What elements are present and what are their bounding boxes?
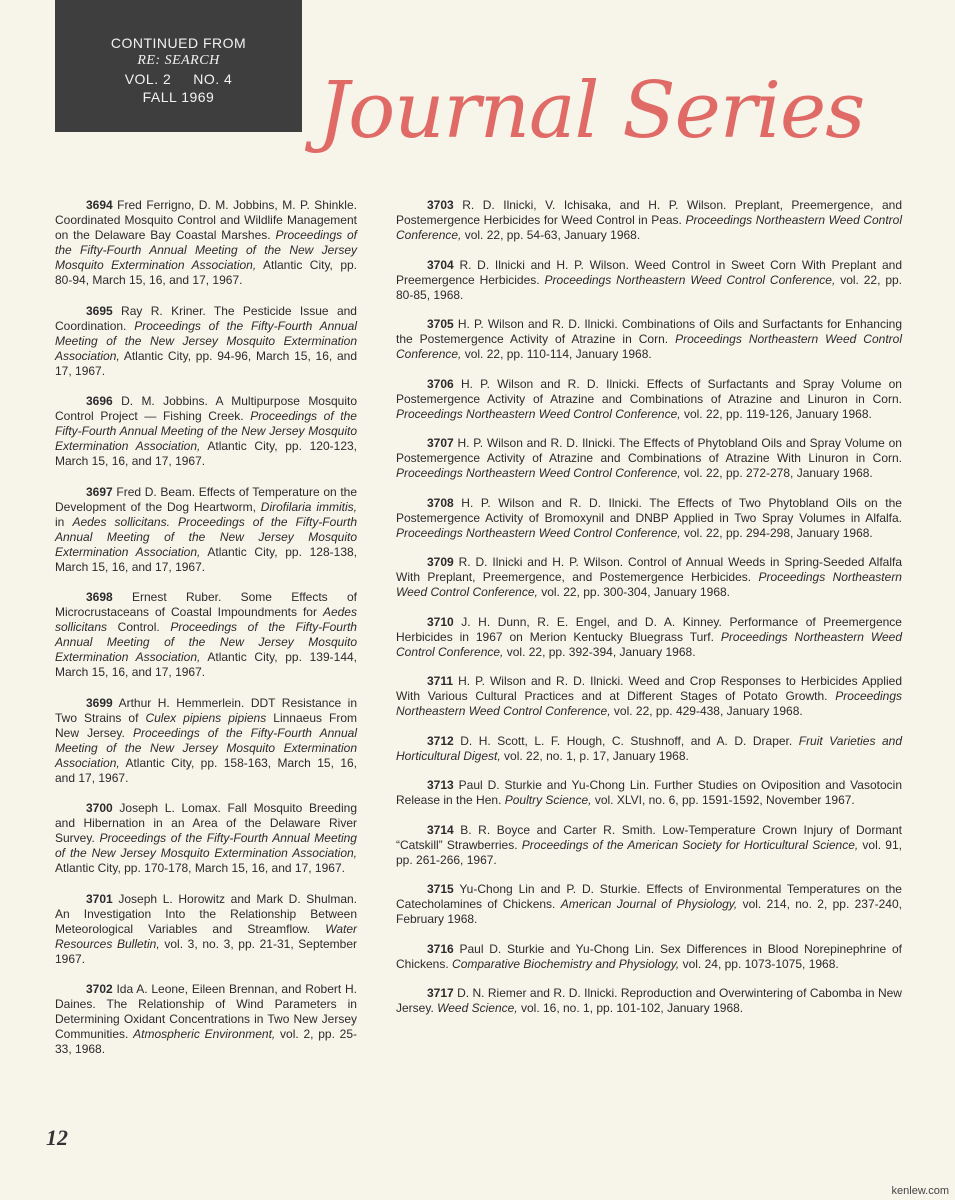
entry-3710	[396, 615, 902, 660]
entry-source: Proceedings of the Fifty-Fourth Annual Meeting of the New Jersey Mosquito Extermination Association,	[55, 228, 357, 272]
entry-details: vol. 16, no. 1, pp. 101-102, January 1968.	[520, 1001, 744, 1015]
entry-source: Proceedings of the Fifty-Fourth Annual Meeting of the New Jersey Mosquito Extermination Association,	[55, 409, 357, 453]
entry-authors: Ernest Ruber.	[131, 590, 222, 604]
entry-authors: Fred D. Beam.	[116, 484, 196, 499]
entry-authors: H. P. Wilson and R. D. Ilnicki.	[460, 376, 640, 391]
entry-number: 3709	[427, 555, 454, 569]
entry-details: vol. 22, pp. 54-63, January 1968.	[464, 228, 641, 242]
entry-details: vol. 91, pp. 261-266, 1967.	[396, 837, 902, 867]
entry-number: 3705	[427, 317, 454, 331]
entry-number: 3694	[86, 198, 113, 212]
entry-details: vol. 214, no. 2, pp. 237-240, February 1968.	[396, 897, 902, 926]
entry-title-species: Culex pipiens pipiens	[145, 710, 267, 725]
entry-title-connector: in	[55, 514, 65, 529]
entry-source: Proceedings Northeastern Weed Control Conference,	[396, 629, 902, 659]
entry-number: 3704	[427, 257, 454, 272]
entry-number: 3707	[427, 436, 454, 450]
entry-source: Proceedings of the Fifty-Fourth Annual Meeting of the New Jersey Mosquito Extermination Association,	[55, 620, 357, 664]
entry-number: 3697	[86, 484, 113, 499]
entry-details: Atlantic City, pp. 120-123, March 15, 16, and 17, 1967.	[55, 439, 357, 468]
right-column	[396, 198, 902, 1031]
entry-3706	[396, 377, 902, 422]
entry-title-end: Control.	[117, 620, 160, 634]
entry-details: vol. 2, pp. 25-33, 1968.	[55, 1027, 358, 1056]
entry-source: Proceedings Northeastern Weed Control Conference,	[396, 332, 902, 361]
entry-authors: Paul D. Sturkie and Yu-Chong Lin.	[459, 941, 655, 956]
page-title: Journal Series	[318, 66, 865, 156]
entry-3702	[55, 982, 357, 1057]
entry-number: 3708	[427, 495, 454, 510]
entry-number: 3714	[427, 822, 454, 837]
entry-title: The Effects of Two Phytobland Oils on the Postemergence Activity of Bromoxynil and DNBP Applied in Two Spray Volumes in Alfalfa.	[396, 495, 902, 525]
entry-title: The Relationship of Wind Parameters in Determining Oxidant Concentrations in Two New Jersey Communities.	[55, 997, 357, 1041]
entry-authors: Yu-Chong Lin and P. D. Sturkie.	[459, 882, 641, 896]
entry-number: 3703	[427, 198, 454, 212]
entry-title: Preplant, Preemergence, and Postemergence Herbicides for Weed Control in Peas.	[396, 198, 902, 227]
entry-authors: Paul D. Sturkie and Yu-Chong Lin.	[458, 778, 650, 792]
header-line-continued: CONTINUED FROM	[110, 35, 247, 51]
entry-title: Coordinated Mosquito Control and Wildlife Management on the Delaware Bay Coastal Marshes.	[55, 213, 357, 242]
entry-3707	[396, 436, 902, 481]
entry-authors: H. P. Wilson and R. D. Ilnicki.	[458, 674, 624, 688]
entry-3713	[396, 778, 902, 808]
entry-authors: R. D. Ilnicki and H. P. Wilson.	[459, 257, 629, 272]
entry-title: A Multipurpose Mosquito Control Project — Fishing Creek.	[55, 394, 358, 423]
entry-authors: Joseph L. Horowitz and Mark D. Shulman.	[118, 891, 357, 906]
entry-title: The Pesticide Issue and Coordination.	[55, 303, 357, 333]
entry-title: Combinations of Oils and Surfactants for Enhancing the Postemergence Activity of Atrazine in Corn.	[396, 317, 902, 346]
entry-source: Proceedings Northeastern Weed Control Conference,	[396, 525, 681, 540]
entry-details: vol. 22, no. 1, p. 17, January 1968.	[504, 748, 689, 763]
entry-authors: H. P. Wilson and R. D. Ilnicki.	[457, 317, 618, 331]
entry-details: Atlantic City, pp. 158-163, March 15, 16, and 17, 1967.	[55, 755, 357, 785]
entry-number: 3698	[86, 590, 113, 604]
entry-authors: Joseph L. Lomax.	[119, 801, 221, 815]
entry-title: Weed Control in Sweet Corn With Preplant and Preemergence Herbicides.	[396, 257, 902, 287]
entry-details: Atlantic City, pp. 128-138, March 15, 16, and 17, 1967.	[55, 544, 357, 574]
entry-details: Atlantic City, pp. 80-94, March 15, 16, and 17, 1967.	[55, 258, 358, 287]
entry-authors: B. R. Boyce and Carter R. Smith.	[460, 822, 656, 837]
entry-number: 3702	[86, 982, 113, 996]
entry-3715	[396, 882, 902, 927]
page-number: 12	[46, 1125, 68, 1150]
entry-details: Atlantic City, pp. 139-144, March 15, 16, and 17, 1967.	[55, 650, 357, 679]
entry-title: Control of Annual Weeds in Spring-Seeded Alfalfa With Preplant, Preemergence, and Postemergence Herbicides.	[396, 555, 902, 584]
entry-source: Atmospheric Environment,	[133, 1027, 276, 1041]
entry-3699	[55, 696, 357, 786]
entry-3709	[396, 555, 902, 600]
header-line-volume: VOL. 2 NO. 4	[124, 71, 233, 87]
entry-authors: J. H. Dunn, R. E. Engel, and D. A. Kinney.	[461, 614, 722, 629]
entry-details: vol. 22, pp. 80-85, 1968.	[396, 272, 902, 302]
entry-source: Proceedings Northeastern Weed Control Conference,	[396, 406, 681, 421]
entry-title: Sex Differences in Blood Norepinephrine of Chickens.	[396, 941, 902, 971]
entry-number: 3701	[86, 891, 113, 906]
entry-source: Fruit Varieties and Horticultural Digest,	[396, 733, 902, 763]
entry-authors: D. N. Riemer and R. D. Ilnicki.	[457, 986, 618, 1000]
entry-source: Proceedings of the Fifty-Fourth Annual Meeting of the New Jersey Mosquito Extermination Association,	[55, 725, 357, 770]
entry-3698	[55, 590, 357, 680]
entry-details: vol. 22, pp. 110-114, January 1968.	[464, 347, 652, 361]
entry-authors: H. P. Wilson and R. D. Ilnicki.	[457, 436, 616, 450]
entry-title-end: Linnaeus From New Jersey.	[55, 710, 358, 740]
entry-source: American Journal of Physiology,	[560, 897, 738, 911]
entry-number: 3716	[427, 941, 454, 956]
entry-authors: R. D. Ilnicki, V. Ichisaka, and H. P. Wilson.	[462, 198, 727, 212]
entry-source: Proceedings of the Fifty-Fourth Annual Meeting of the New Jersey Mosquito Extermination Association,	[55, 514, 357, 559]
entry-authors: Fred Ferrigno, D. M. Jobbins, M. P. Shinkle.	[117, 198, 357, 212]
entry-title: Performance of Preemergence Herbicides in 1967 on Merion Kentucky Bluegrass Turf.	[396, 614, 902, 644]
entry-authors: Ray R. Kriner.	[121, 303, 206, 318]
entry-3695	[55, 304, 357, 379]
entry-source: Proceedings Northeastern Weed Control Conference,	[396, 570, 902, 599]
entry-details: vol. 22, pp. 300-304, January 1968.	[541, 585, 731, 599]
entry-authors: Ida A. Leone, Eileen Brennan, and Robert H. Daines.	[55, 982, 357, 1011]
entry-number: 3717	[427, 986, 454, 1000]
entry-authors: H. P. Wilson and R. D. Ilnicki.	[461, 495, 642, 510]
watermark: kenlew.com	[891, 1185, 949, 1197]
entry-title-species: Dirofilaria immitis,	[260, 499, 357, 514]
entry-3701	[55, 892, 357, 967]
entry-title: Effects of Temperature on the Development of the Dog Heartworm,	[55, 484, 357, 514]
entry-number: 3711	[427, 674, 454, 688]
entry-title: Fall Mosquito Breeding and Hibernation in an Area of the Delaware River Survey.	[55, 801, 357, 845]
entry-details: Atlantic City, pp. 94-96, March 15, 16, and 17, 1967.	[55, 348, 358, 378]
entry-3704	[396, 258, 902, 303]
entry-title: Further Studies on Oviposition and Vasotocin Release in the Hen.	[396, 778, 902, 807]
entry-authors: D. M. Jobbins.	[121, 394, 208, 408]
entry-3705	[396, 317, 902, 362]
entry-title: Low-Temperature Crown Injury of Dormant “Catskill” Strawberries.	[396, 822, 902, 852]
entry-details: vol. 22, pp. 119-126, January 1968.	[683, 406, 872, 421]
entry-title-species: Aedes sollicitans	[55, 605, 357, 634]
entry-source: Weed Science,	[437, 1001, 518, 1015]
entry-source: Poultry Science,	[504, 793, 592, 807]
entry-details: vol. 22, pp. 429-438, January 1968.	[613, 704, 803, 718]
entry-3708	[396, 496, 902, 541]
entry-number: 3712	[427, 733, 454, 748]
entry-title: Reproduction and Overwintering of Cabomba in New Jersey.	[396, 986, 902, 1015]
entry-details: Atlantic City, pp. 170-178, March 15, 16, and 17, 1967.	[55, 861, 345, 875]
entry-source: Comparative Biochemistry and Physiology,	[452, 956, 680, 971]
continued-from-box	[55, 0, 302, 132]
entry-3696	[55, 394, 357, 469]
entry-title: DDT Resistance in Two Strains of	[55, 695, 357, 725]
entry-number: 3715	[427, 882, 454, 896]
entry-title-species: Aedes sollicitans.	[72, 514, 170, 529]
entry-number: 3695	[86, 303, 113, 318]
entry-number: 3710	[427, 614, 454, 629]
entry-authors: D. H. Scott, L. F. Hough, C. Stushnoff, and A. D. Draper.	[460, 733, 793, 748]
entry-title: Effects of Environmental Temperatures on the Catecholamines of Chickens.	[396, 882, 902, 911]
header-line-season: FALL 1969	[142, 89, 215, 105]
entry-3697	[55, 485, 357, 575]
entry-source: Proceedings Northeastern Weed Control Conference,	[396, 689, 902, 718]
entry-details: vol. 22, pp. 392-394, January 1968.	[506, 644, 696, 659]
entry-3714	[396, 823, 902, 868]
entry-title: Weed and Crop Responses to Herbicides Applied With Various Cultural Practices and at Different Stages of Potato Growth.	[396, 674, 902, 703]
entry-source: Proceedings Northeastern Weed Control Conference,	[396, 213, 902, 242]
entry-details: vol. 22, pp. 294-298, January 1968.	[683, 525, 873, 540]
entry-details: vol. XLVI, no. 6, pp. 1591-1592, November 1967.	[594, 793, 855, 807]
left-column	[55, 198, 357, 1073]
entry-authors: R. D. Ilnicki and H. P. Wilson.	[458, 555, 624, 569]
entry-3712	[396, 734, 902, 764]
entry-authors: Arthur H. Hemmerlein.	[118, 695, 245, 710]
entry-source: Proceedings of the American Society for Horticultural Science,	[521, 837, 859, 852]
entry-3717	[396, 986, 902, 1016]
header-line-research: RE: SEARCH	[137, 53, 220, 68]
entry-number: 3700	[86, 801, 113, 815]
entry-details: vol. 22, pp. 272-278, January 1968.	[683, 466, 873, 480]
entry-title: Effects of Surfactants and Spray Volume on Postemergence Activity of Atrazine and Combinations of Atrazine and Linuron in Corn.	[396, 376, 902, 406]
entry-source: Proceedings of the Fifty-Fourth Annual Meeting of the New Jersey Mosquito Extermination Association,	[55, 831, 357, 860]
entry-number: 3706	[427, 376, 454, 391]
entry-number: 3713	[427, 778, 454, 792]
entry-source: Proceedings of the Fifty-Fourth Annual Meeting of the New Jersey Mosquito Extermination Association,	[55, 318, 357, 363]
entry-source: Water Resources Bulletin,	[55, 921, 357, 951]
entry-number: 3696	[86, 394, 113, 408]
entry-source: Proceedings Northeastern Weed Control Conference,	[396, 466, 681, 480]
entry-details: vol. 24, pp. 1073-1075, 1968.	[682, 956, 839, 971]
entry-title: The Effects of Phytobland Oils and Spray Volume on Postemergence Activity of Atrazine and Combinations of Atrazine With Linuron in Corn.	[396, 436, 902, 465]
entry-3703	[396, 198, 902, 243]
entry-title: Some Effects of Microcrustaceans of Coastal Impoundments for	[55, 590, 357, 619]
entry-source: Proceedings Northeastern Weed Control Conference,	[544, 272, 836, 287]
entry-details: vol. 3, no. 3, pp. 21-31, September 1967.	[55, 936, 358, 966]
entry-3716	[396, 942, 902, 972]
entry-3711	[396, 674, 902, 719]
entry-title: An Investigation Into the Relationship Between Meteorological Variables and Streamflow.	[55, 906, 357, 936]
entry-number: 3699	[86, 695, 113, 710]
entry-3694	[55, 198, 357, 288]
entry-3700	[55, 801, 357, 876]
